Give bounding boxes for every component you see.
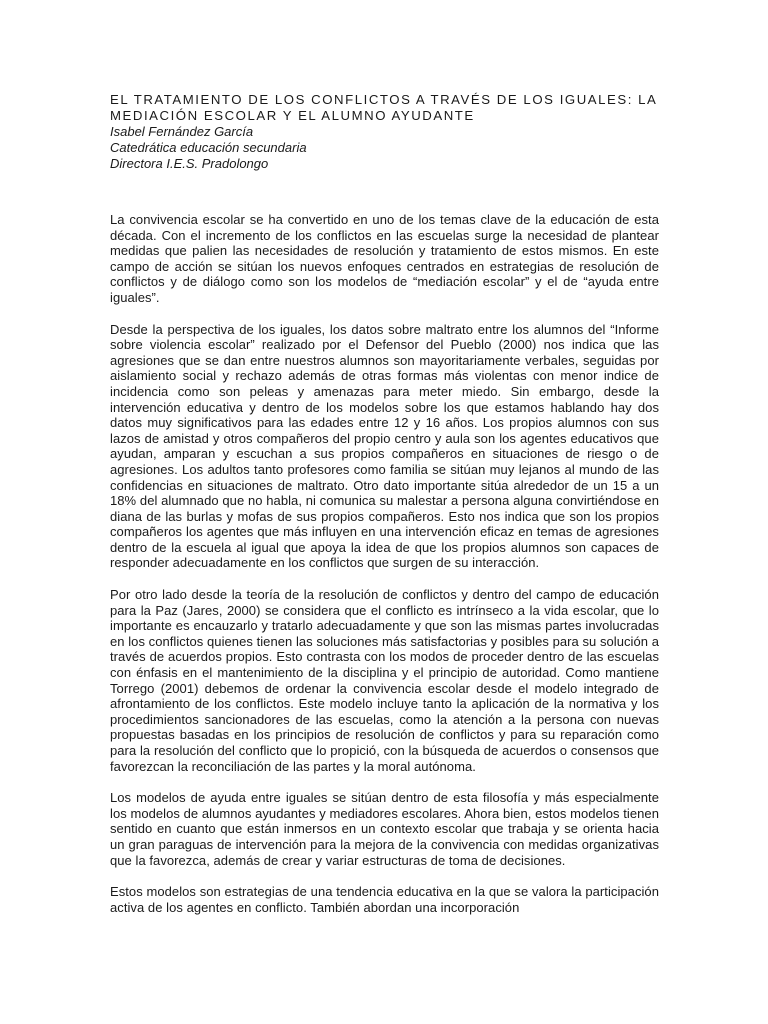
paragraph-1: La convivencia escolar se ha convertido en uno de los temas clave de la educación de esta década. Con el incremento de los conflictos en las escuelas surge la necesidad de plantear medidas que palien las necesidades de resolución y tratamiento de estos mismos. En este campo de acción se sitúan los nuevos enfoques centrados en estrategias de resolución de conflictos y de diálogo como son los modelos de “mediación escolar” y el de “ayuda entre iguales”. [110, 212, 659, 305]
document-page [110, 92, 659, 931]
header-spacer [110, 172, 659, 212]
paragraph-5: Estos modelos son estrategias de una tendencia educativa en la que se valora la participación activa de los agentes en conflicto. También abordan una incorporación [110, 884, 659, 915]
author-role: Catedrática educación secundaria [110, 140, 307, 155]
paragraph-2: Desde la perspectiva de los iguales, los datos sobre maltrato entre los alumnos del “Informe sobre violencia escolar” realizado por el Defensor del Pueblo (2000) nos indica que las agresiones que se dan entre nuestros alumnos son mayoritariamente verbales, seguidas por aislamiento social y rechazo además de otras formas más violentas con menor indice de incidencia como son peleas y amenazas para meter miedo. Sin embargo, desde la intervención educativa y dentro de los modelos sobre los que estamos hablando hay dos datos muy significativos para las edades entre 12 y 16 años. Los propios alumnos con sus lazos de amistad y otros compañeros del propio centro y aula son los agentes educativos que ayudan, amparan y escuchan a sus propios compañeros en situaciones de riesgo o de agresiones. Los adultos tanto profesores como familia se sitúan muy lejanos al mundo de las confidencias en situaciones de maltrato. Otro dato importante sitúa alrededor de un 15 a un 18% del alumnado que no habla, ni comunica su malestar a persona alguna convirtiéndose en diana de las burlas y mofas de sus propios compañeros. Esto nos indica que son los propios compañeros los agentes que más influyen en una intervención eficaz en temas de agresiones dentro de la escuela al igual que apoya la idea de que los propios alumnos son capaces de responder adecuadamente en los conflictos que surgen de su interacción. [110, 321, 659, 571]
author-name: Isabel Fernández García [110, 124, 254, 139]
paragraph-4: Los modelos de ayuda entre iguales se sitúan dentro de esta filosofía y más especialmente los modelos de alumnos ayudantes y mediadores escolares. Ahora bien, estos modelos tienen sentido en cuanto que están inmersos en un contexto escolar que trabaja y se orienta hacia un gran paraguas de intervención para la mejora de la convivencia con medidas organizativas que la favorezca, además de crear y variar estructuras de toma de decisiones. [110, 790, 659, 868]
author-affiliation: Directora I.E.S. Pradolongo [110, 156, 269, 171]
paragraph-3: Por otro lado desde la teoría de la resolución de conflictos y dentro del campo de educación para la Paz (Jares, 2000) se considera que el conflicto es intrínseco a la vida escolar, que lo importante es encauzarlo y tratarlo adecuadamente y que son las mismas partes involucradas en los conflictos quienes tienen las soluciones más satisfactorias y posibles para su solución a través de acuerdos propios. Esto contrasta con los modos de proceder dentro de las escuelas con énfasis en el mantenimiento de la disciplina y el principio de autoridad. Como mantiene Torrego (2001) debemos de ordenar la convivencia escolar desde el modelo integrado de afrontamiento de los conflictos. Este modelo incluye tanto la aplicación de la normativa y los procedimientos sancionadores de las escuelas, como la atención a la persona con nuevas propuestas basadas en los principios de resolución de conflictos y para su reparación como para la resolución del conflicto que lo propició, con la búsqueda de acuerdos o consensos que favorezcan la reconciliación de las partes y la moral autónoma. [110, 587, 659, 774]
document-title: EL TRATAMIENTO DE LOS CONFLICTOS A TRAVÉS DE LOS IGUALES: LA MEDIACIÓN ESCOLAR Y EL ALUMNO AYUDANTE [110, 92, 657, 123]
